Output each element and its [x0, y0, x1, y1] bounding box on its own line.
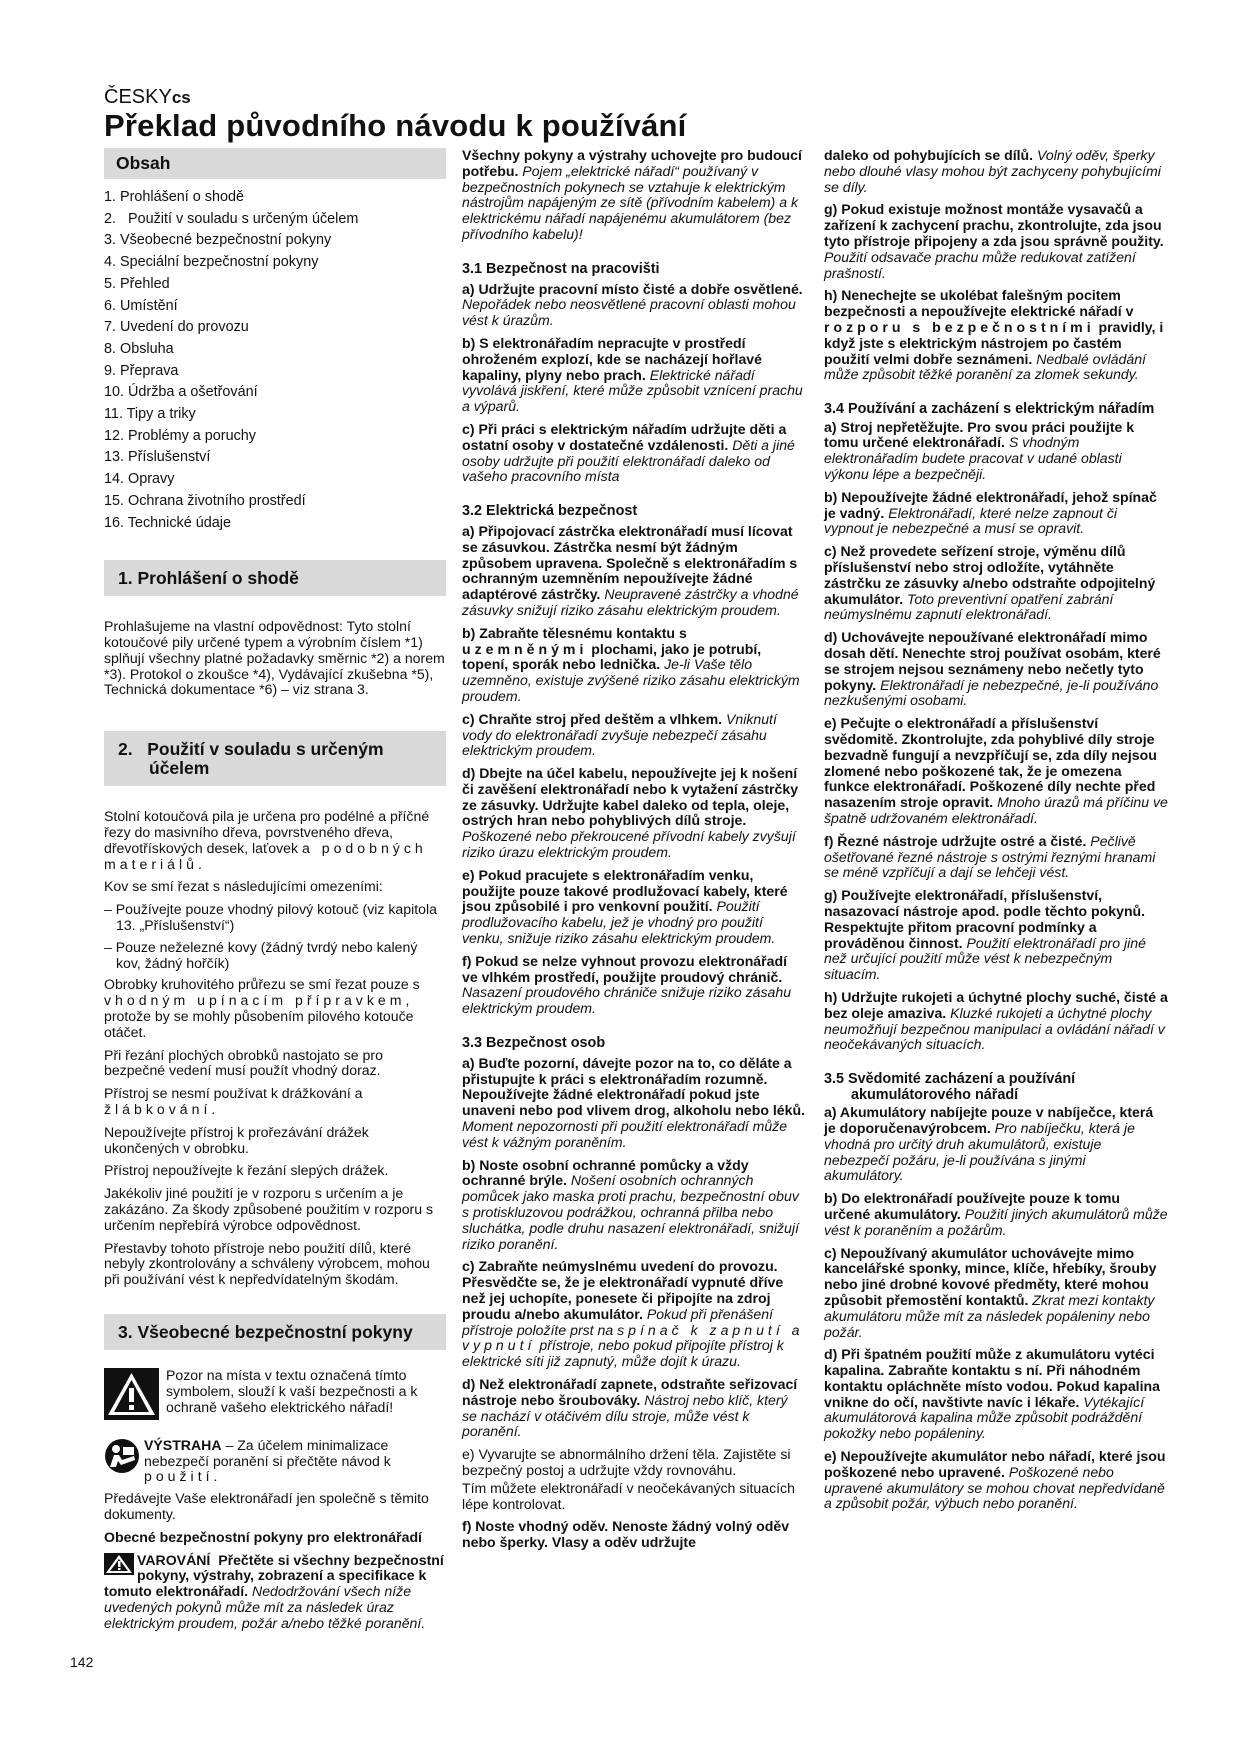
paragraph: d) Uchovávejte nepoužívané elektronářadí mimo dosah dětí. Nenechte stroj používat osobám, které se strojem nejsou seznámeny nebo nečetly tyto pokyny. Elektronářadí je nebezpečné, je-li používáno nezkušenými osobami. — [824, 629, 1161, 709]
subheading: 3.2 Elektrická bezpečnost — [462, 503, 638, 520]
page-title: Překlad původního návodu k používání — [104, 108, 687, 143]
language-label: ČESKYcs — [104, 86, 191, 108]
toc-item: 9. Přeprava — [104, 362, 179, 379]
paragraph: f) Noste vhodný oděv. Nenoste žádný volný oděv nebo šperky. Vlasy a oděv udržujte — [462, 1518, 790, 1551]
paragraph: a) Buďte pozorní, dávejte pozor na to, co děláte a přistupujte k práci s elektronářadím rozumně. Nepoužívejte žádné elektronářadí pokud jste unaveni nebo pod vlivem drog, alkoholu nebo léků. Moment nepozornosti při použití elektronářadí může vést k vážným poraněním. — [462, 1054, 805, 1150]
toc-item: 8. Obsluha — [104, 340, 174, 357]
toc-item: 5. Přehled — [104, 275, 170, 292]
toc-item: 16. Technické údaje — [104, 514, 231, 531]
paragraph: c) Při práci s elektrickým nářadím udržujte děti a ostatní osoby v dostatečné vzdálenosti. Děti a jiné osoby udržujte při použití elektronářadí daleko od vašeho pracovního místa — [462, 420, 795, 485]
paragraph: Přestavby tohoto přístroje nebo použití dílů, které nebyly zkontrolovány a schváleny výrobcem, mohou při používání vést k nepředvídatelným škodám. — [104, 1239, 430, 1288]
toc-item: 2. Použití v souladu s určeným účelem — [104, 210, 359, 227]
paragraph: b) Noste osobní ochranné pomůcky a vždy ochranné brýle. Nošení osobních ochranných pomůcek jako maska proti prachu, bezpečnostní obuv s protiskluzovou podrážkou, ochranná přilba nebo sluchátka, podle druhu nasazení elektronářadí, snižují riziko poranění. — [462, 1156, 799, 1252]
paragraph: Přístroj nepoužívejte k řezání slepých drážek. — [104, 1162, 389, 1179]
paragraph: e) Vyvarujte se abnormálního držení těla. Zajistěte si bezpečný postoj a udržujte vždy rovnováhu. — [462, 1446, 791, 1478]
subheading: 3.5 Svědomité zacházení a používání akumulátorového nářadí — [824, 1071, 1076, 1103]
paragraph: b) Nepoužívejte žádné elektronářadí, jehož spínač je vadný. Elektronářadí, které nelze zapnout či vypnout je nebezpečné a musí se opravit. — [824, 488, 1157, 537]
list-item: – Používejte pouze vhodný pilový kotouč (viz kapitola 13. „Příslušenství“) — [104, 901, 437, 934]
toc-item: 13. Příslušenství — [104, 449, 211, 466]
toc-item: 1. Prohlášení o shodě — [104, 189, 245, 205]
paragraph: e) Pokud pracujete s elektronářadím venku, použijte pouze takové prodlužovací kabely, které jsou způsobilé i pro venkovní použití. Použití prodlužovacího kabelu, jež je vhodný pro použití venku, snižuje riziko zásahu elektrickým proudem. — [462, 866, 788, 947]
warning-triangle-icon — [104, 1553, 134, 1575]
list-item: – Pouze neželezné kovy (žádný tvrdý nebo kalený kov, žádný hořčík) — [104, 938, 418, 971]
paragraph: d) Dbejte na účel kabelu, nepoužívejte jej k nošení či zavěšení elektronářadí nebo k vytažení zástrčky ze zásuvky. Udržujte kabel daleko od tepla, oleje, ostrých hran nebo pohyblivých dílů stroje. Poškozené nebo překroucené přívodní kabely zvyšují riziko úrazu elektrickým proudem. — [462, 765, 799, 861]
toc-item: 6. Umístění — [104, 297, 178, 314]
paragraph: Předávejte Vaše elektronářadí jen společně s těmito dokumenty. — [104, 1490, 429, 1522]
warning-triangle-icon — [104, 1368, 166, 1424]
table-of-contents — [104, 187, 446, 534]
section-3-heading: 3. Všeobecné bezpečnostní pokyny — [104, 1314, 446, 1350]
paragraph: f) Pokud se nelze vyhnout provozu elektronářadí ve vlhkém prostředí, použijte proudový chránič. Nasazení proudového chrániče snižuje riziko zásahu elektrickým proudem. — [462, 952, 792, 1017]
paragraph: a) Udržujte pracovní místo čisté a dobře osvětlené. Nepořádek nebo neosvětlené pracovní oblasti mohou vést k úrazům. — [462, 280, 803, 329]
paragraph: d) Než elektronářadí zapnete, odstraňte seřizovací nástroje nebo šroubováky. Nástroj nebo klíč, který se nachází v otáčivém dílu stroje, může vést k poranění. — [462, 1375, 798, 1440]
warning-text: VÝSTRAHA – Za účelem minimalizace nebezpečí poranění si přečtěte návod k použití. — [144, 1436, 395, 1485]
caution-note — [104, 1368, 446, 1424]
paragraph: Stolní kotoučová pila je určena pro podélné a příčné řezy do masivního dřeva, povrstveného dřeva, dřevotřískových desek, laťovek a podobných materiálů. — [104, 808, 430, 872]
toc-item: 12. Problémy a poruchy — [104, 427, 256, 444]
caution-text: Pozor na místa v textu označená tímto symbolem, slouží k vaší bezpečnosti a k ochraně vašeho elektrického nářadí! — [166, 1366, 418, 1415]
toc-item: 10. Údržba a ošetřování — [104, 384, 258, 401]
paragraph: Obrobky kruhovitého průřezu se smí řezat pouze s vhodným upínacím přípravkem, protože by se mohly působením pilového kotouče otáčet. — [104, 976, 424, 1040]
subheading: 3.3 Bezpečnost osob — [462, 1035, 606, 1052]
toc-item: 11. Tipy a triky — [104, 406, 196, 423]
toc-heading: Obsah — [104, 148, 446, 179]
paragraph: daleko od pohybujících se dílů. Volný oděv, šperky nebo dlouhé vlasy mohou být zachyceny pohybujícími se díly. — [824, 147, 1161, 195]
paragraph: e) Pečujte o elektronářadí a příslušenství svědomitě. Zkontrolujte, zda pohyblivé díly stroje bezvadně fungují a nevzpříčují se, zda díly nejsou zlomené nebo poškozené tak, že je omezena funkce elektronářadí. Poškozené díly nechte před nasazením stroje opravit. Mnoho úrazů má příčinu ve špatně udržovaném elektronářadí. — [824, 715, 1168, 826]
toc-item: 15. Ochrana životního prostředí — [104, 492, 306, 509]
paragraph: Nepoužívejte přístroj k prořezávání drážek ukončených v obrobku. — [104, 1123, 369, 1156]
paragraph: d) Při špatném použití může z akumulátoru vytéci kapalina. Zabraňte kontaktu s ní. Při náhodném kontaktu opláchněte místo vodou. Pokud kapalina vnikne do očí, navštivte navíc i lékaře. Vytékající akumulátorová kapalina může způsobit podráždění pokožky nebo popáleniny. — [824, 1346, 1160, 1442]
declaration-text: Prohlašujeme na vlastní odpovědnost: Tyto stolní kotoučové pily určené typem a výrobním číslem *1) splňují všechny platné požadavky směrnic *2) a norem *3). Protokol o zkoušce *4), Vydávající zkušebna *5), Technická dokumentace *6) – viz strana 3. — [104, 618, 445, 698]
subheading: 3.1 Bezpečnost na pracovišti — [462, 260, 660, 277]
paragraph: Všechny pokyny a výstrahy uchovejte pro budoucí potřebu. Pojem „elektrické nářadí“ používaný v bezpečnostních pokynech se vztahuje k elektrickým nástrojům napájeným ze sítě (přívodním kabelem) a k elektrickému nářadí napájenému akumulátorem (bez přívodního kabelu)! — [462, 147, 802, 242]
danger-note: VAROVÁNÍ Přečtěte si všechny bezpečnostní pokyny, výstrahy, zobrazení a specifikace k tomuto elektronářadí. Nedodržování všech níže uvedených pokynů může mít za následek úraz elektrickým proudem, požár a/nebo těžké poranění. — [104, 1551, 444, 1631]
column-2 — [462, 148, 806, 1558]
toc-item: 14. Opravy — [104, 471, 175, 488]
paragraph: Kov se smí řezat s následujícími omezeními: — [104, 878, 383, 895]
paragraph: f) Řezné nástroje udržujte ostré a čisté. Pečlivě ošetřované řezné nástroje s ostrými řeznými hranami se méně vzpříčují a dají se lehčeji vést. — [824, 832, 1156, 881]
subheading: 3.4 Používání a zacházení s elektrickým nářadím — [824, 401, 1155, 418]
paragraph: g) Používejte elektronářadí, příslušenství, nasazovací nástroje apod. podle těchto pokynů. Respektujte přitom pracovní podmínky a prováděnou činnost. Použití elektronářadí pro jiné než určující použití může vést k nebezpečným situacím. — [824, 887, 1146, 983]
paragraph: a) Stroj nepřetěžujte. Pro svou práci použijte k tomu určené elektronářadí. S vhodným elektronářadím budete pracovat v udané oblasti výkonu lépe a bezpečněji. — [824, 418, 1135, 483]
paragraph: Při řezání plochých obrobků nastojato se pro bezpečné vedení musí použít vhodný doraz. — [104, 1046, 383, 1079]
paragraph: h) Nenechejte se ukolébat falešným pocitem bezpečnosti a nepoužívejte elektrické nářadí v rozporu s bezpečnostními pravidly, i když jste s elektrickým nástrojem po častém použití velmi dobře seznámeni. Nedbalé ovládání může způsobit těžké poranění za zlomek sekundy. — [824, 287, 1164, 383]
paragraph: h) Udržujte rukojeti a úchytné plochy suché, čisté a bez oleje amaziva. Kluzké rukojeti a úchytné plochy neumožňují bezpečnou manipulaci a ovládání nářadí v neočekávaných situacích. — [824, 988, 1168, 1053]
paragraph: b) S elektronářadím nepracujte v prostředí ohroženém explozí, kde se nacházejí hořlavé kapaliny, plyny nebo prach. Elektrické nářadí vyvolává jiskření, které může způsobit vznícení prachu a výparů. — [462, 334, 803, 415]
read-manual-note — [104, 1438, 446, 1485]
section-1-heading: 1. Prohlášení o shodě — [104, 560, 446, 596]
paragraph: c) Chraňte stroj před deštěm a vlhkem. Vniknutí vody do elektronářadí zvyšuje nebezpečí zásahu elektrickým proudem. — [462, 710, 777, 759]
paragraph: g) Pokud existuje možnost montáže vysavačů a zařízení k zachycení prachu, zkontrolujte, zda jsou tyto přístroje připojeny a zda jsou správně použity. Použití odsavače prachu může redukovat zatížení prašností. — [824, 201, 1164, 281]
toc-item: 3. Všeobecné bezpečnostní pokyny — [104, 232, 332, 249]
paragraph: b) Zabraňte tělesnému kontaktu s uzemněnými plochami, jako je potrubí, topení, sporák nebo lednička. Je-li Vaše tělo uzemněno, existuje zvýšené riziko zásahu elektrickým proudem. — [462, 624, 800, 704]
paragraph: e) Nepoužívejte akumulátor nebo nářadí, které jsou poškozené nebo upravené. Poškozené nebo upravené akumulátory se mohou chovat nepředvídaně a způsobit požár, výbuch nebo poranění. — [824, 1448, 1166, 1512]
read-manual-icon — [104, 1438, 140, 1478]
paragraph: Jakékoliv jiné použití je v rozporu s určením a je zakázáno. Za škody způsobené použitím v rozporu s určením nepřebírá výrobce odpovědnost. — [104, 1185, 434, 1233]
paragraph: c) Nepoužívaný akumulátor uchovávejte mimo kancelářské sponky, mince, klíče, hřebíky, šrouby nebo jiné drobné kovové předměty, které mohou způsobit přemostění kontaktů. Zkrat mezi kontakty akumulátoru může mít za následek popáleniny nebo požár. — [824, 1244, 1157, 1340]
toc-item: 4. Speciální bezpečnostní pokyny — [104, 254, 319, 271]
section-2-heading: 2. Použití v souladu s určeným účelem — [104, 731, 446, 786]
subheading: Obecné bezpečnostní pokyny pro elektronářadí — [104, 1528, 422, 1545]
column-3 — [824, 148, 1168, 1519]
toc-item: 7. Uvedení do provozu — [104, 319, 249, 336]
page-number: 142 — [70, 1654, 94, 1670]
paragraph: a) Připojovací zástrčka elektronářadí musí lícovat se zásuvkou. Zástrčka nesmí být žádným způsobem upravena. Společně s elektronářadím s ochranným uzemněním nepoužívejte žádné adaptérové zástrčky. Neupravené zástrčky a vhodné zásuvky snižují riziko zásahu elektrickým proudem. — [462, 522, 799, 618]
paragraph: b) Do elektronářadí používejte pouze k tomu určené akumulátory. Použití jiných akumulátorů může vést k poraněním a požárům. — [824, 1190, 1168, 1238]
paragraph: a) Akumulátory nabíjejte pouze v nabíječce, která je doporučenavýrobcem. Pro nabíječku, která je vhodná pro určitý druh akumulátorů, existuje nebezpečí požáru, je-li používána s jinými akumulátory. — [824, 1104, 1154, 1184]
paragraph: Přístroj se nesmí používat k drážkování a žlábkování. — [104, 1085, 367, 1117]
paragraph: Tím můžete elektronářadí v neočekávaných situacích lépe kontrolovat. — [462, 1479, 795, 1512]
paragraph: c) Zabraňte neúmyslnému uvedení do provozu. Přesvědčte se, že je elektronářadí vypnuté dříve než jej uchopíte, ponesete či připojíte na zdroj proudu a/nebo akumulátor. Pokud při přenášení přístroje položíte prst na spínač k zapnutí a vypnutí přístroje, nebo pokud připojíte přístroj k elektrické síti již zapnutý, může dojít k úrazu. — [462, 1258, 804, 1370]
column-1 — [104, 148, 446, 1639]
paragraph: c) Než provedete seřízení stroje, výměnu dílů příslušenství nebo stroj odložíte, vytáhněte zástrčku ze zásuvky a/nebo odstraňte odpojitelný akumulátor. Toto preventivní opatření zabrání neúmyslnému zapnutí elektronářadí. — [824, 543, 1156, 623]
